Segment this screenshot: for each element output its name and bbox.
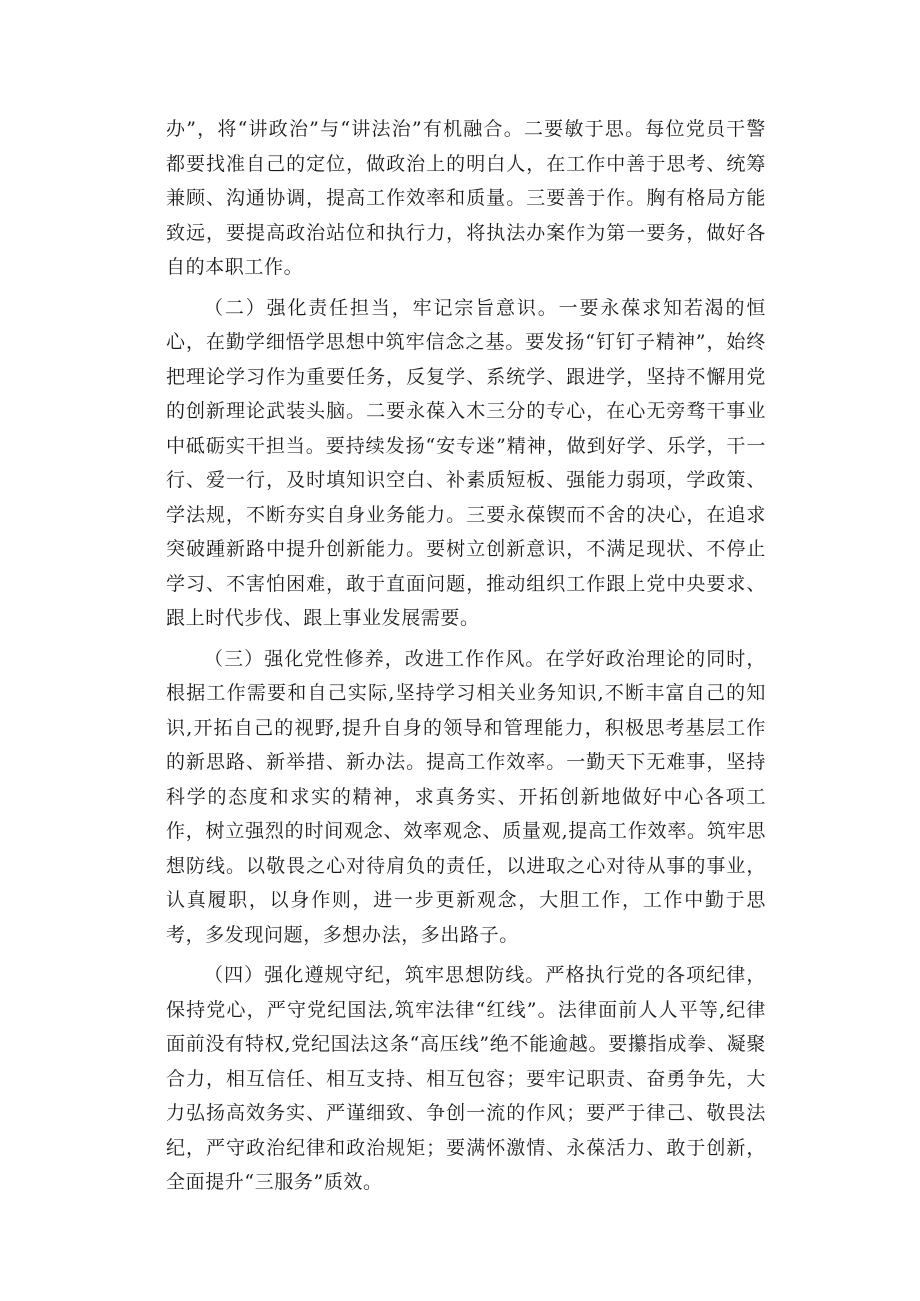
paragraph-continuation: 办”，将“讲政治”与“讲法治”有机融合。二要敏于思。每位党员干警都要找准自己的定位，做政治上的明白人，在工作中善于思考、统筹兼顾、沟通协调，提高工作效率和质量。三要善于作。胸有格局方能致远，要提高政治站位和执行力，将执法办案作为第一要务，做好各自的本职工作。 <box>166 118 766 278</box>
paragraph-section-4: （四）强化遵规守纪，筑牢思想防线。严格执行党的各项纪律，保持党心，严守党纪国法,筑牢法律“红线”。法律面前人人平等,纪律面前没有特权,党纪国法这条“高压线”绝不能逾越。要攥指成拳、凝聚合力，相互信任、相互支持、相互包容；要牢记职责、奋勇争先，大力弘扬高效务实、严谨细致、争创一流的作风；要严于律己、敬畏法纪，严守政治纪律和政治规矩；要满怀激情、永葆活力、敢于创新，全面提升“三服务”质效。 <box>166 964 766 1193</box>
paragraph-section-3: （三）强化党性修养，改进工作作风。在学好政治理论的同时，根据工作需要和自己实际,坚持学习相关业务知识,不断丰富自己的知识,开拓自己的视野,提升自身的领导和管理能力，积极思考基层工作的新思路、新举措、新办法。提高工作效率。一勤天下无难事，坚持科学的态度和求实的精神，求真务实、开拓创新地做好中心各项工作，树立强烈的时间观念、效率观念、质量观,提高工作效率。筑牢思想防线。以敬畏之心对待肩负的责任，以进取之心对待从事的事业，认真履职，以身作则，进一步更新观念，大胆工作，工作中勤于思考，多发现问题，多想办法，多出路子。 <box>166 647 766 946</box>
document-body <box>166 112 766 1200</box>
paragraph-section-2: （二）强化责任担当，牢记宗旨意识。一要永葆求知若渴的恒心，在勤学细悟学思想中筑牢信念之基。要发扬“钉钉子精神”，始终把理论学习作为重要任务，反复学、系统学、跟进学，坚持不懈用党的创新理论武装头脑。二要永葆入木三分的专心，在心无旁骛干事业中砥砺实干担当。要持续发扬“安专迷”精神，做到好学、乐学，干一行、爱一行，及时填知识空白、补素质短板、强能力弱项，学政策、学法规，不断夯实自身业务能力。三要永葆锲而不舍的决心，在追求突破踵新路中提升创新能力。要树立创新意识，不满足现状、不停止学习、不害怕困难，敢于直面问题，推动组织工作跟上党中央要求、跟上时代步伐、跟上事业发展需要。 <box>166 296 766 629</box>
